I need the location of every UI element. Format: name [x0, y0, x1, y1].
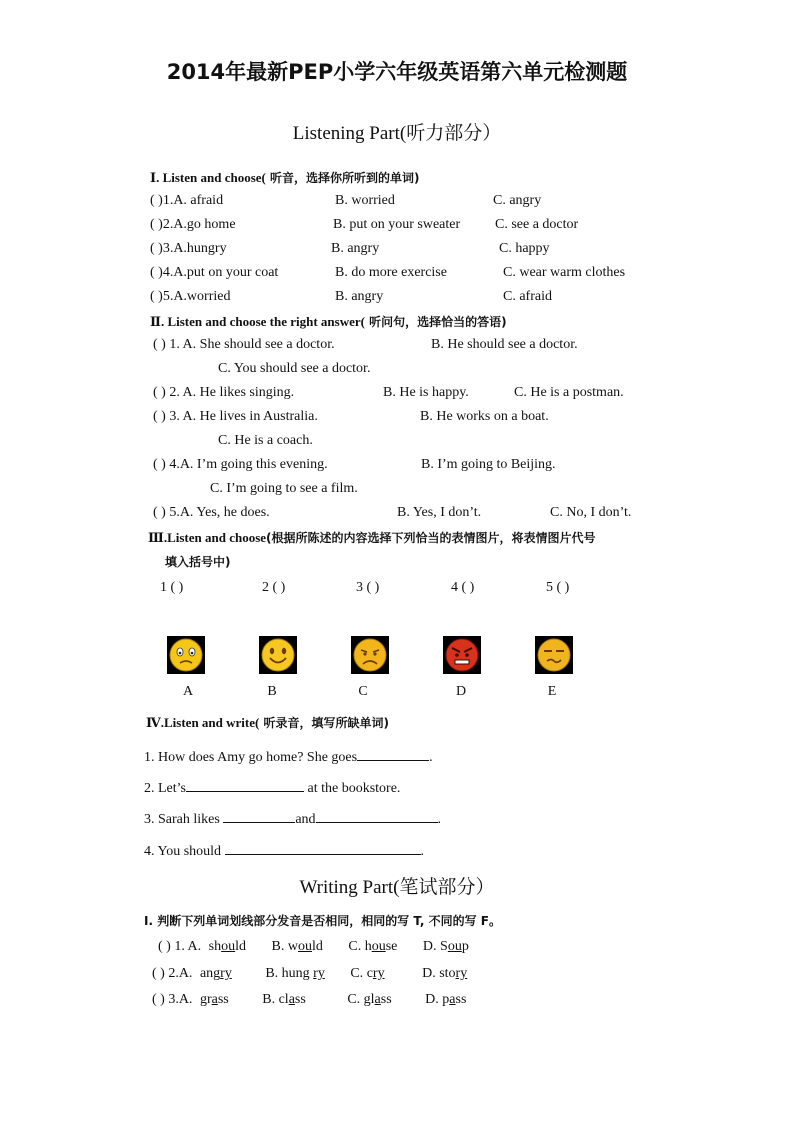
s4-q1-text: 1. How does Amy go home? She goes — [144, 750, 358, 765]
writing-part-heading — [0, 872, 794, 899]
section-4-heading — [146, 714, 389, 731]
word-part: cl — [278, 992, 289, 1007]
s4-q1 — [144, 746, 433, 766]
answer-bracket-2: 2 ( ) — [262, 580, 286, 595]
word-part: w — [287, 939, 298, 954]
section-3-heading-line2 — [165, 553, 231, 570]
s2-q4-b: B. I’m going to Beijing. — [421, 457, 556, 472]
s4-q2 — [144, 777, 400, 797]
writing-part-en: Writing Part( — [299, 877, 400, 898]
section-2-heading-cn: 听问句，选择恰当的答语) — [364, 315, 507, 329]
dizzy-face-icon — [167, 636, 205, 674]
listening-part-heading — [0, 118, 794, 145]
w1-row-1 — [158, 939, 469, 955]
word-part: se — [385, 939, 398, 954]
s4-q3-mid: and — [295, 812, 316, 827]
w1-row-2-c-label: C. — [350, 966, 364, 981]
w1-row-2 — [152, 966, 467, 982]
angry-face-icon — [443, 636, 481, 674]
w1-row-3-a — [200, 992, 229, 1007]
s1-row-2-num: ( )2.A.go home — [150, 217, 236, 232]
s1-row-3-num: ( )3.A.hungry — [150, 241, 227, 256]
word-part: ss — [380, 992, 392, 1007]
s2-q3-a: ( ) 3. A. He lives in Australia. — [153, 409, 318, 424]
word-part: S — [440, 939, 448, 954]
underlined-part: ry — [455, 966, 468, 981]
answer-bracket-3: 3 ( ) — [356, 580, 380, 595]
underlined-part: ou — [371, 939, 386, 954]
underlined-part: a — [374, 992, 381, 1007]
face-letter-b: B — [267, 684, 277, 699]
w1-row-3-c-label: C. — [347, 992, 361, 1007]
section-3-heading-cn2: 填入括号中) — [165, 555, 231, 569]
word-part: ss — [455, 992, 467, 1007]
s1-row-3-c: C. happy — [499, 241, 550, 256]
unamused-face-icon — [535, 636, 573, 674]
answer-bracket-4: 4 ( ) — [451, 580, 475, 595]
s2-q3-c: C. He is a coach. — [218, 433, 313, 448]
w1-row-3-b-label: B. — [262, 992, 276, 1007]
w1-row-2-b-label: B. — [265, 966, 279, 981]
w1-row-2-c — [367, 966, 385, 981]
s1-row-4-b: B. do more exercise — [335, 265, 447, 280]
word-part: c — [366, 966, 373, 981]
underlined-part: ry — [372, 966, 385, 981]
section-2-heading-en: Ⅱ. Listen and choose the right answer( — [150, 314, 365, 329]
answer-bracket-1: 1 ( ) — [160, 580, 184, 595]
word-part: p — [442, 992, 450, 1007]
section-4-heading-cn: 听录音，填写所缺单词) — [259, 716, 390, 730]
sad-face-icon — [351, 636, 389, 674]
face-letter-c: C — [358, 684, 368, 699]
w1-row-3-num: ( ) 3.A. — [152, 992, 193, 1007]
section-1-heading — [150, 169, 420, 186]
s1-row-5-c: C. afraid — [503, 289, 552, 304]
s2-q3-b: B. He works on a boat. — [420, 409, 549, 424]
page-title: 2014年最新PEP小学六年级英语第六单元检测题 — [166, 60, 628, 84]
section-1-heading-en: Ⅰ. Listen and choose( — [150, 170, 266, 185]
writing-section-1-heading-text: Ⅰ. 判断下列单词划线部分发音是否相同，相同的写 T, 不同的写 F。 — [144, 914, 501, 928]
s1-row-2-b: B. put on your sweater — [333, 217, 461, 232]
face-letter-a: A — [182, 684, 194, 699]
word-part: ld — [311, 939, 323, 954]
w1-row-3-d — [442, 992, 466, 1007]
s1-row-2-c: C. see a doctor — [495, 217, 579, 232]
word-part: p — [461, 939, 469, 954]
s2-q1-b: B. He should see a doctor. — [431, 337, 578, 352]
word-part: gl — [363, 992, 375, 1007]
s1-row-4-c: C. wear warm clothes — [503, 265, 626, 280]
w1-row-3-c — [364, 992, 392, 1007]
w1-row-3 — [152, 992, 466, 1008]
answer-blank[interactable] — [316, 808, 438, 823]
face-letter-d: D — [455, 684, 467, 699]
w1-row-1-b-label: B. — [271, 939, 285, 954]
answer-blank[interactable] — [225, 840, 421, 855]
w1-row-1-b — [288, 939, 323, 954]
w1-row-1-c-label: C. — [348, 939, 362, 954]
answer-blank[interactable] — [357, 746, 429, 761]
word-part: ld — [235, 939, 247, 954]
underlined-part: ou — [297, 939, 312, 954]
w1-row-2-num: ( ) 2.A. — [152, 966, 193, 981]
s2-q2-c: C. He is a postman. — [514, 385, 624, 400]
underlined-part: a — [211, 992, 218, 1007]
w1-row-1-d — [440, 939, 469, 954]
w1-row-1-d-label: D. — [422, 939, 437, 954]
s4-q3-text: 3. Sarah likes — [144, 812, 224, 827]
answer-bracket-5: 5 ( ) — [546, 580, 570, 595]
s2-q4-c: C. I’m going to see a film. — [210, 481, 358, 496]
w1-row-3-b — [279, 992, 306, 1007]
word-part: ss — [217, 992, 229, 1007]
w1-row-1-num: ( ) 1. A. — [158, 939, 202, 954]
listening-part-cn: 听力部分） — [406, 122, 502, 144]
word-part: hung — [281, 966, 314, 981]
word-part: ang — [199, 966, 221, 981]
s4-q4-text: 4. You should — [144, 844, 225, 859]
s4-q2-text: 2. Let’s — [144, 781, 186, 796]
s1-row-5-num: ( )5.A.worried — [150, 289, 231, 304]
s1-row-1-b: B. worried — [335, 193, 395, 208]
s4-q3 — [144, 808, 441, 828]
section-1-heading-cn: 听音，选择你所听到的单词) — [265, 171, 420, 185]
s2-q5-c: C. No, I don’t. — [550, 505, 632, 520]
word-part: ss — [294, 992, 306, 1007]
s1-row-5-b: B. angry — [335, 289, 384, 304]
underlined-part: ou — [221, 939, 236, 954]
w1-row-1-a — [209, 939, 246, 954]
underlined-part: ry — [220, 966, 232, 981]
s2-q1-a: ( ) 1. A. She should see a doctor. — [153, 337, 335, 352]
word-part: h — [364, 939, 372, 954]
section-4-heading-en: Ⅳ.Listen and write( — [146, 715, 260, 730]
section-3-heading-en: Ⅲ.Listen and choose — [148, 530, 267, 545]
word-part: sh — [208, 939, 222, 954]
answer-blank[interactable] — [186, 777, 304, 792]
s4-q4 — [144, 840, 424, 860]
writing-part-cn: 笔试部分） — [399, 876, 495, 898]
s2-q1-c: C. You should see a doctor. — [218, 361, 371, 376]
underlined-part: ry — [313, 966, 325, 981]
s4-q4-post: . — [420, 844, 425, 859]
w1-row-2-a — [200, 966, 232, 981]
s2-q4-a: ( ) 4.A. I’m going this evening. — [153, 457, 328, 472]
s2-q5-b: B. Yes, I don’t. — [397, 505, 482, 520]
section-2-heading — [150, 313, 507, 330]
section-3-heading — [148, 529, 596, 546]
s2-q5-a: ( ) 5.A. Yes, he does. — [153, 505, 270, 520]
underlined-part: ou — [447, 939, 462, 954]
s1-row-3-b: B. angry — [331, 241, 380, 256]
underlined-part: a — [288, 992, 295, 1007]
writing-section-1-heading — [144, 912, 501, 929]
word-part: sto — [439, 966, 456, 981]
smiling-face-icon — [259, 636, 297, 674]
w1-row-2-b — [282, 966, 325, 981]
s1-row-4-num: ( )4.A.put on your coat — [150, 265, 279, 280]
s1-row-1-c: C. angry — [493, 193, 542, 208]
s2-q2-a: ( ) 2. A. He likes singing. — [153, 385, 295, 400]
s2-q2-b: B. He is happy. — [383, 385, 469, 400]
s4-q1-post: . — [429, 750, 433, 765]
w1-row-2-d — [439, 966, 467, 981]
s1-row-1-num: ( )1.A. afraid — [150, 193, 224, 208]
word-part: gr — [199, 992, 212, 1007]
w1-row-2-d-label: D. — [422, 966, 436, 981]
answer-blank[interactable] — [223, 808, 295, 823]
s4-q2-post: at the bookstore. — [304, 781, 401, 796]
face-letter-e: E — [547, 684, 557, 699]
underlined-part: a — [449, 992, 456, 1007]
listening-part-en: Listening Part( — [292, 123, 407, 144]
w1-row-1-c — [365, 939, 398, 954]
section-3-heading-cn: (根据所陈述的内容选择下列恰当的表情图片，将表情图片代号 — [266, 531, 596, 545]
s4-q3-post: . — [437, 812, 442, 827]
w1-row-3-d-label: D. — [425, 992, 439, 1007]
